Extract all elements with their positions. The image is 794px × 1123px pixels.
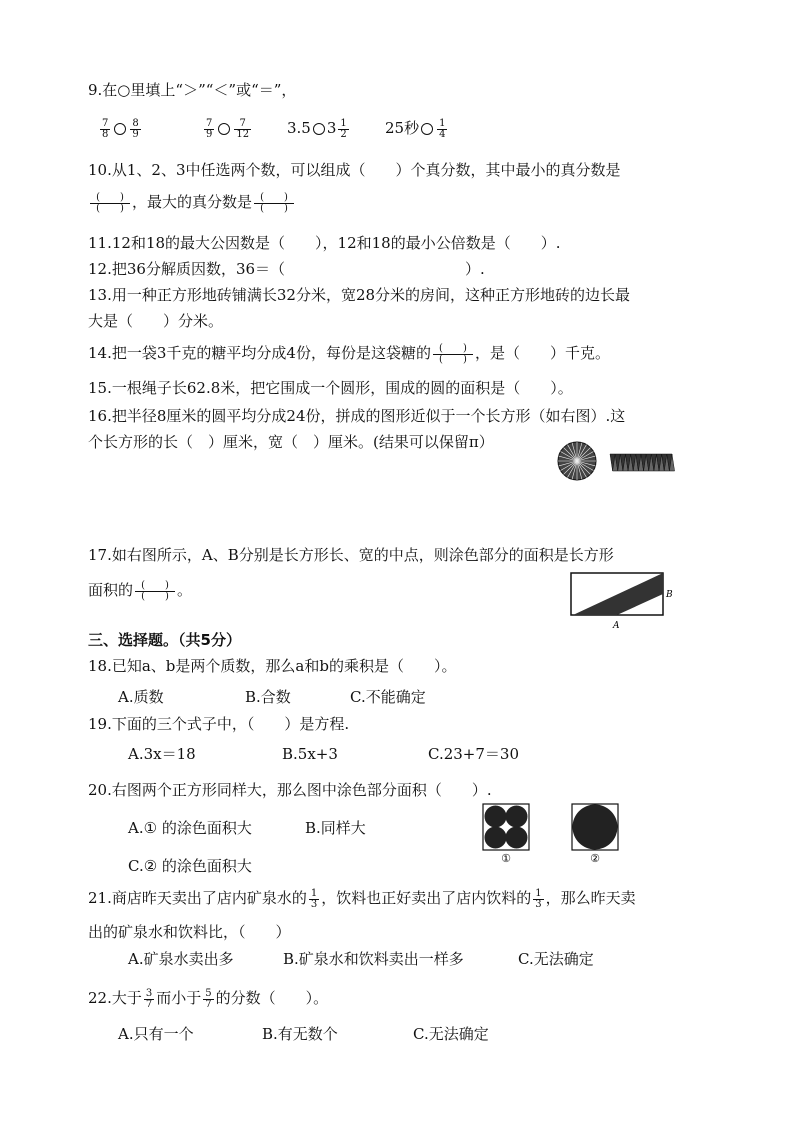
q21-line2: 出的矿泉水和饮料比，（ ）	[88, 923, 291, 941]
q20-option-b[interactable]: B.同样大	[305, 819, 366, 837]
q21-line1: 21.商店昨天卖出了店内矿泉水的 $\frac{1}{3}$ ，饮料也正好卖出了店内饮料的 $\frac{1}{3}$ ，那么昨天卖	[88, 887, 636, 910]
small-circle	[485, 806, 507, 828]
compare-circle[interactable]	[218, 123, 230, 135]
circle-rearrangement-figure	[555, 440, 685, 482]
q22-text: 22.大于 $\frac{3}{7}$ 而小于 $\frac{5}{7}$ 的分数（ ）。	[88, 987, 329, 1010]
q10-line1: 10.从1、2、3中任选两个数，可以组成（ ）个真分数，其中最小的真分数是	[88, 161, 621, 179]
sliced-circle	[558, 442, 596, 480]
label-b: B	[666, 590, 673, 600]
q17-line1: 17.如右图所示，A、B分别是长方形长、宽的中点，则涂色部分的面积是长方形	[88, 546, 614, 564]
q22-option-c[interactable]: C.无法确定	[413, 1025, 489, 1043]
q19-text: 19.下面的三个式子中，（ ）是方程.	[88, 715, 350, 733]
q16-line2: 个长方形的长（ ）厘米，宽（ ）厘米。(结果可以保留π）	[88, 433, 494, 451]
q11-text: 11.12和18的最大公因数是（ ），12和18的最小公倍数是（ ）.	[88, 234, 561, 252]
answer-fraction-blank[interactable]: ( ) ( )	[90, 193, 130, 214]
compare-circle[interactable]	[421, 123, 433, 135]
q9-text: 9.在○里填上“＞”“＜”或“＝”，	[88, 81, 297, 99]
large-circle	[573, 805, 618, 850]
q19-option-a[interactable]: A.3x＝18	[128, 745, 196, 763]
q13-line2: 大是（ ）分米。	[88, 312, 224, 330]
q9-item-3: 3.5 3 $\frac{1}{2}$	[287, 117, 347, 140]
q21-option-c[interactable]: C.无法确定	[518, 950, 594, 968]
q9-item-4: 25秒 $\frac{1}{4}$	[385, 117, 446, 140]
label-1: ①	[501, 852, 511, 865]
rectangle-midpoint-figure	[565, 568, 680, 632]
approx-rectangle	[610, 454, 675, 471]
label-a: A	[613, 621, 620, 631]
q14-text: 14.把一袋3千克的糖平均分成4份，每份是这袋糖的 ( ) ( ) ，是（ ）千克。	[88, 342, 610, 365]
answer-fraction-blank[interactable]: ( ) ( )	[433, 344, 473, 365]
two-squares-figure	[478, 800, 638, 866]
q13-line1: 13.用一种正方形地砖铺满长32分米，宽28分米的房间，这种正方形地砖的边长最	[88, 286, 631, 304]
q19-option-b[interactable]: B.5x+3	[282, 745, 338, 763]
q20-text: 20.右图两个正方形同样大，那么图中涂色部分面积（ ）.	[88, 781, 492, 799]
q16-line1: 16.把半径8厘米的圆平均分成24份，拼成的图形近似于一个长方形（如右图）.这	[88, 407, 626, 425]
q18-option-b[interactable]: B.合数	[245, 688, 291, 706]
q20-option-c[interactable]: C.② 的涂色面积大	[128, 857, 252, 875]
section-heading: 三、选择题。（共5分）	[88, 631, 241, 649]
q9-item-1: $\frac{7}{8}$ $\frac{8}{9}$	[102, 117, 139, 140]
answer-fraction-blank[interactable]: ( ) ( )	[254, 193, 294, 214]
q18-option-a[interactable]: A.质数	[118, 688, 164, 706]
q10-line2: ( ) ( ) ，最大的真分数是 ( ) ( )	[88, 192, 296, 214]
small-circle	[506, 806, 528, 828]
small-circle	[506, 827, 528, 849]
q22-option-b[interactable]: B.有无数个	[262, 1025, 338, 1043]
q22-option-a[interactable]: A.只有一个	[118, 1025, 194, 1043]
shaded-region	[573, 573, 663, 615]
q15-text: 15.一根绳子长62.8米，把它围成一个圆形，围成的圆的面积是（ ）。	[88, 379, 573, 397]
q18-text: 18.已知a、b是两个质数，那么a和b的乘积是（ ）。	[88, 657, 457, 675]
label-2: ②	[590, 852, 600, 865]
compare-circle[interactable]	[313, 123, 325, 135]
q21-option-b[interactable]: B.矿泉水和饮料卖出一样多	[283, 950, 464, 968]
q19-option-c[interactable]: C.23+7＝30	[428, 745, 519, 763]
q21-option-a[interactable]: A.矿泉水卖出多	[128, 950, 234, 968]
q20-option-a[interactable]: A.① 的涂色面积大	[128, 819, 252, 837]
compare-circle[interactable]	[114, 123, 126, 135]
q12-text: 12.把36分解质因数，36＝（ ）.	[88, 260, 485, 278]
q18-option-c[interactable]: C.不能确定	[350, 688, 426, 706]
answer-fraction-blank[interactable]: ( ) ( )	[135, 581, 175, 602]
q9-item-2: $\frac{7}{9}$ $\frac{7}{12}$	[206, 117, 250, 140]
small-circle	[485, 827, 507, 849]
q17-line2: 面积的 ( ) ( ) 。	[88, 579, 193, 602]
